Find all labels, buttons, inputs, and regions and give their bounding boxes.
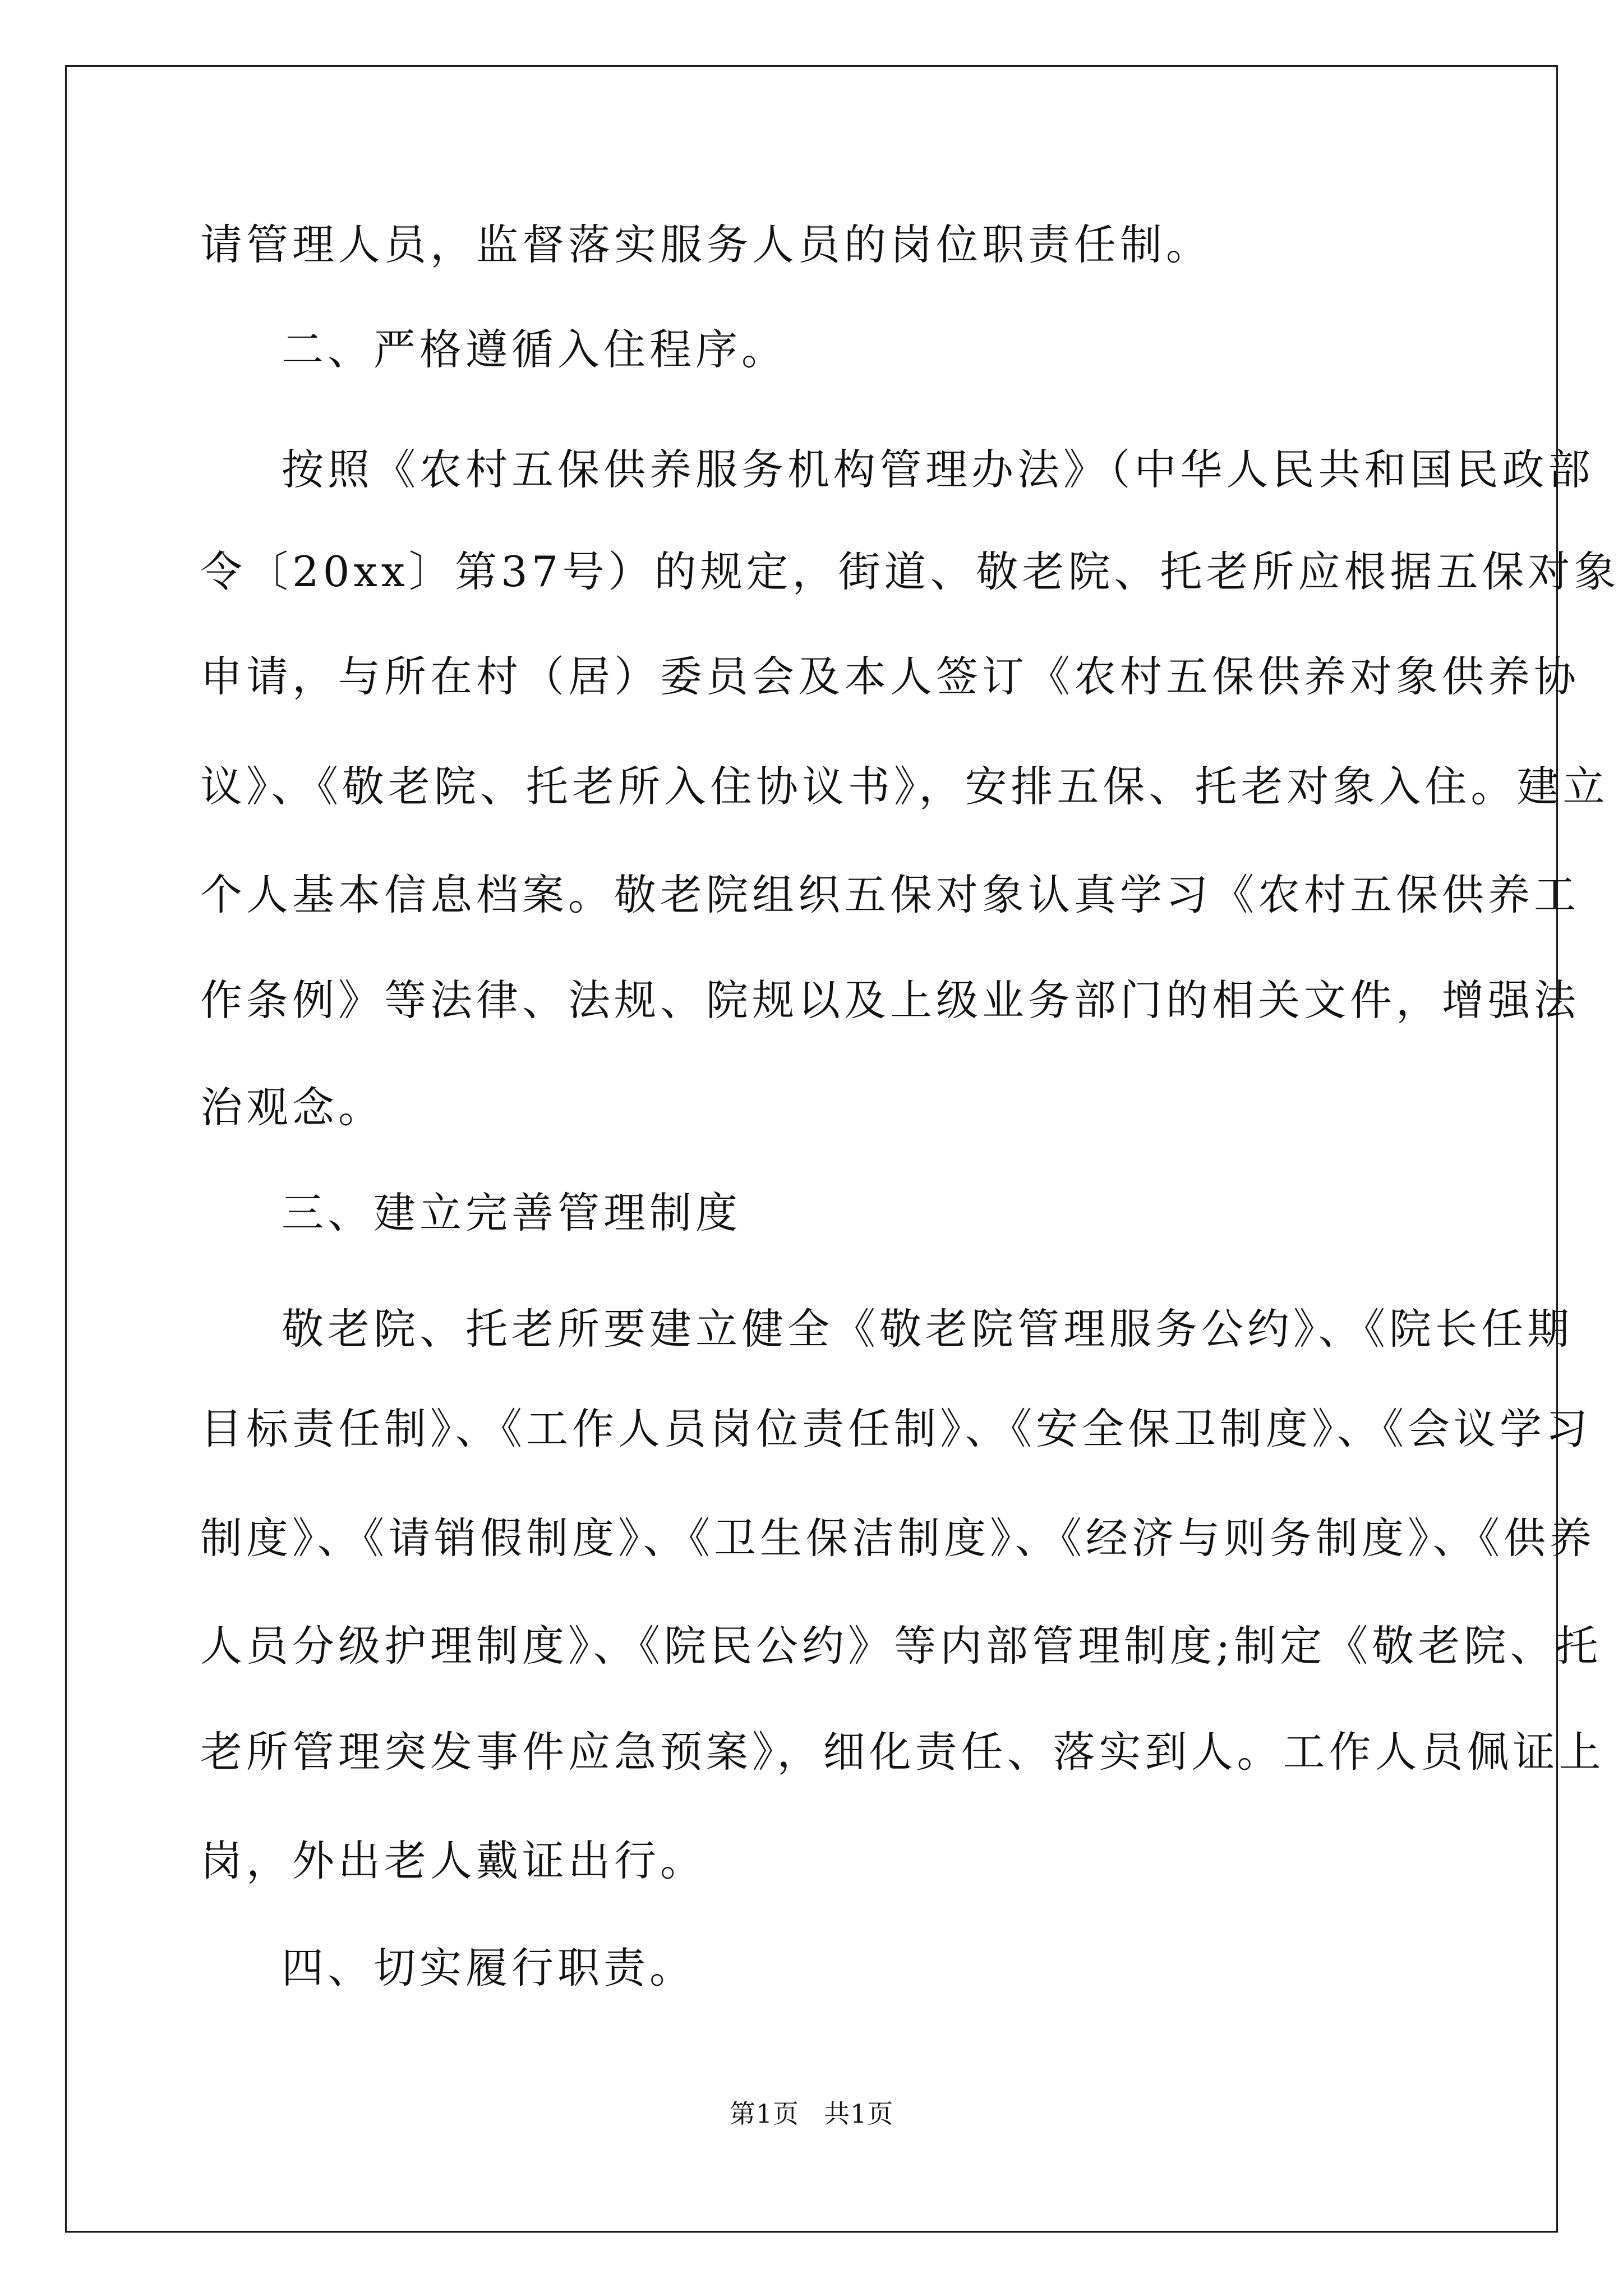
page-frame	[65, 65, 1558, 2233]
paragraph-line-4: 令〔20xx〕第37号）的规定，街道、敬老院、托老所应根据五保对象	[200, 547, 1620, 596]
paragraph-line-12: 目标责任制》、《工作人员岗位责任制》、《安全保卫制度》、《会议学习	[200, 1404, 1592, 1453]
paragraph-line-14: 人员分级护理制度》、《院民公约》等内部管理制度;制定《敬老院、托	[200, 1621, 1602, 1671]
paragraph-line-1: 请管理人员，监督落实服务人员的岗位职责任制。	[200, 220, 1212, 269]
paragraph-line-16: 岗，外出老人戴证出行。	[200, 1836, 707, 1885]
paragraph-line-7: 个人基本信息档案。敬老院组织五保对象认真学习《农村五保供养工	[200, 870, 1580, 919]
paragraph-line-9: 治观念。	[200, 1083, 385, 1132]
paragraph-line-15: 老所管理突发事件应急预案》，细化责任、落实到人。工作人员佩证上	[200, 1727, 1605, 1777]
section-heading-4: 四、切实履行职责。	[282, 1943, 696, 1993]
paragraph-line-3: 按照《农村五保供养服务机构管理办法》（中华人民共和国民政部	[282, 445, 1594, 494]
page-total: 共1页	[824, 2099, 894, 2129]
paragraph-line-11: 敬老院、托老所要建立健全《敬老院管理服务公约》、《院长任期	[282, 1304, 1574, 1354]
section-heading-3: 三、建立完善管理制度	[282, 1188, 742, 1237]
paragraph-line-13: 制度》、《请销假制度》、《卫生保洁制度》、《经济与则务制度》、《供养	[200, 1513, 1596, 1563]
paragraph-line-6: 议》、《敬老院、托老所入住协议书》，安排五保、托老对象入住。建立	[200, 762, 1609, 811]
page-number: 第1页	[729, 2099, 799, 2129]
section-heading-2: 二、严格遵循入住程序。	[282, 325, 788, 374]
paragraph-line-8: 作条例》等法律、法规、院规以及上级业务部门的相关文件，增强法	[200, 976, 1580, 1025]
page-footer	[0, 2097, 1623, 2131]
paragraph-line-5: 申请，与所在村（居）委员会及本人签订《农村五保供养对象供养协	[200, 652, 1580, 701]
